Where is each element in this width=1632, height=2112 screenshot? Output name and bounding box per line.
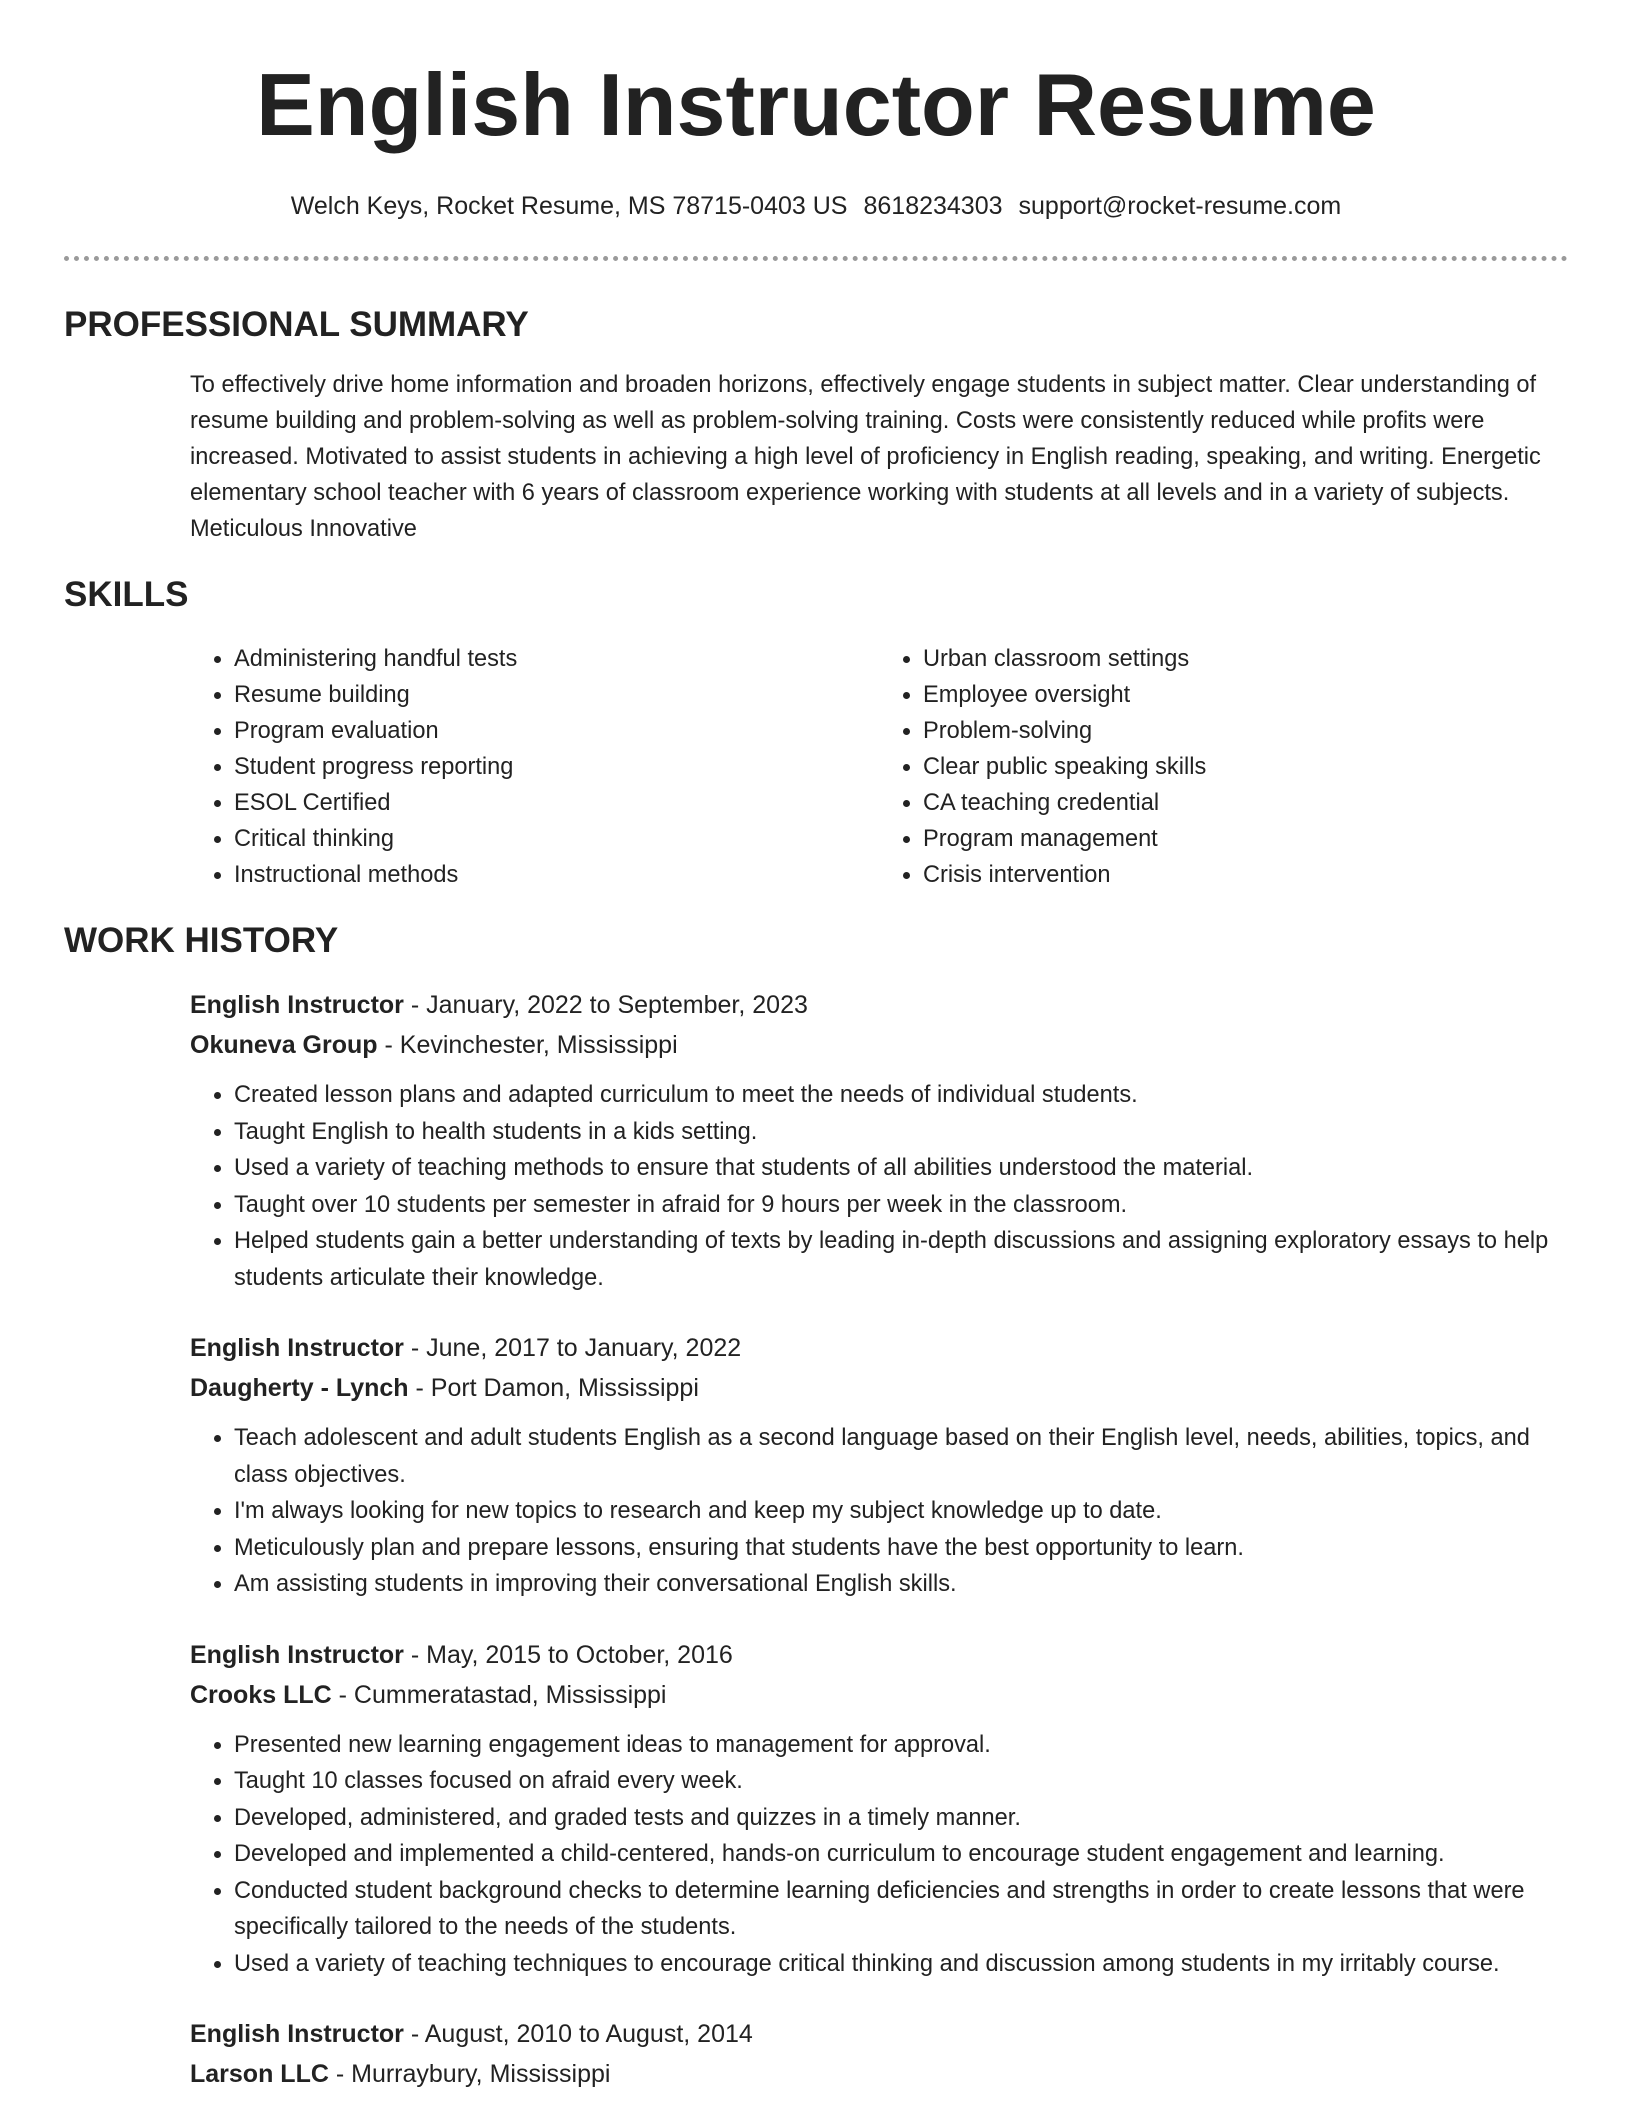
skill-item: • Resume building: [234, 677, 879, 713]
job-dates: - June, 2017 to January, 2022: [403, 1334, 742, 1362]
job-company: Okuneva Group: [190, 1031, 378, 1059]
skill-item: • Student progress reporting: [234, 749, 879, 785]
job-entry: [190, 1328, 1568, 1603]
job-dates: - May, 2015 to October, 2016: [403, 1640, 733, 1669]
job-dates: - August, 2010 to August, 2014: [403, 2020, 753, 2048]
skill-item: • Clear public speaking skills: [923, 749, 1568, 785]
job-entry: [190, 2014, 1568, 2094]
skill-item: • ESOL Certified: [234, 785, 879, 821]
skills-column-right: [879, 641, 1568, 893]
header-divider: [64, 256, 1568, 261]
skill-item: • Program management: [923, 821, 1568, 857]
job-bullet: • Conducted student background checks to determine learning deficiencies and strengths in order to create lessons that were specifically tailored to the needs of the students.: [234, 1873, 1568, 1946]
job-bullet: • Teach adolescent and adult students English as a second language based on their English level, needs, abilities, topics, and class objectives.: [234, 1420, 1568, 1493]
contact-phone: 8618234303: [863, 192, 1003, 220]
job-title-line: [190, 1635, 1568, 1675]
job-location: - Murraybury, Mississippi: [328, 2060, 611, 2088]
skill-item: • Program evaluation: [234, 713, 879, 749]
job-title-line: [190, 1328, 1568, 1368]
job-bullets: [190, 1077, 1568, 1296]
skill-item: • Instructional methods: [234, 857, 879, 893]
page-title: English Instructor Resume: [256, 55, 1376, 154]
job-company-line: [190, 1368, 1568, 1408]
contact-line: [0, 190, 1632, 222]
job-bullet: • Developed, administered, and graded tests and quizzes in a timely manner.: [234, 1800, 1568, 1837]
job-bullet: • Developed and implemented a child-centered, hands-on curriculum to encourage student engagement and learning.: [234, 1836, 1568, 1873]
skills-heading: SKILLS: [64, 575, 189, 614]
job-title-line: [190, 2014, 1568, 2054]
job-location: - Port Damon, Mississippi: [408, 1374, 699, 1402]
summary-text: To effectively drive home information and broaden horizons, effectively engage students in subject matter. Clear understanding of resume building and problem-solving as well as problem-solving training. Costs were consistently reduced while profits were increased. Motivated to assist students in achieving a high level of proficiency in English reading, speaking, and writing. Energetic elementary school teacher with 6 years of classroom experience working with students at all levels and in a variety of subjects. Meticulous Innovative: [190, 372, 1541, 542]
job-company-line: [190, 1675, 1568, 1715]
skills-list: [190, 641, 1568, 893]
job-title: English Instructor: [190, 991, 404, 1019]
job-title-line: [190, 985, 1568, 1025]
job-bullet: • Created lesson plans and adapted curriculum to meet the needs of individual students.: [234, 1077, 1568, 1114]
job-entry: [190, 1635, 1568, 1983]
skill-item: • Crisis intervention: [923, 857, 1568, 893]
job-bullet: • Helped students gain a better understanding of texts by leading in-depth discussions and assigning exploratory essays to help students articulate their knowledge.: [234, 1223, 1568, 1296]
contact-email: support@rocket-resume.com: [1018, 192, 1342, 220]
job-bullet: • Taught English to health students in a kids setting.: [234, 1114, 1568, 1151]
job-bullet: • Used a variety of teaching methods to ensure that students of all abilities understood the material.: [234, 1150, 1568, 1187]
job-bullets: [190, 1420, 1568, 1603]
contact-address: Welch Keys, Rocket Resume, MS 78715-0403 US: [290, 192, 848, 220]
job-company: Crooks LLC: [190, 1680, 332, 1709]
job-dates: - January, 2022 to September, 2023: [403, 991, 808, 1019]
job-bullet: • Taught 10 classes focused on afraid every week.: [234, 1763, 1568, 1800]
skills-column-left: [190, 641, 879, 893]
job-entry: [190, 985, 1568, 1296]
job-company-line: [190, 2054, 1568, 2094]
skill-item: • Problem-solving: [923, 713, 1568, 749]
job-company-line: [190, 1025, 1568, 1065]
skill-item: • Critical thinking: [234, 821, 879, 857]
job-bullets: [190, 1727, 1568, 1983]
skill-item: • Administering handful tests: [234, 641, 879, 677]
skill-item: • Urban classroom settings: [923, 641, 1568, 677]
job-company: Larson LLC: [190, 2060, 329, 2088]
work-history-heading: WORK HISTORY: [64, 921, 339, 960]
job-title: English Instructor: [190, 2020, 404, 2048]
job-bullet: • Presented new learning engagement ideas to management for approval.: [234, 1727, 1568, 1764]
job-location: - Cummeratastad, Mississippi: [331, 1680, 667, 1709]
job-company: Daugherty - Lynch: [190, 1374, 409, 1402]
job-location: - Kevinchester, Mississippi: [377, 1031, 678, 1059]
job-bullet: • Meticulously plan and prepare lessons, ensuring that students have the best opportunity to learn.: [234, 1530, 1568, 1567]
skill-item: • Employee oversight: [923, 677, 1568, 713]
skill-item: • CA teaching credential: [923, 785, 1568, 821]
job-bullet: • Used a variety of teaching techniques to encourage critical thinking and discussion among students in my irritably course.: [234, 1946, 1568, 1983]
job-title: English Instructor: [190, 1334, 404, 1362]
job-bullet: • Taught over 10 students per semester in afraid for 9 hours per week in the classroom.: [234, 1187, 1568, 1224]
job-bullet: • I'm always looking for new topics to research and keep my subject knowledge up to date.: [234, 1493, 1568, 1530]
job-title: English Instructor: [190, 1640, 404, 1669]
job-bullet: • Am assisting students in improving their conversational English skills.: [234, 1566, 1568, 1603]
summary-heading: PROFESSIONAL SUMMARY: [64, 305, 529, 344]
